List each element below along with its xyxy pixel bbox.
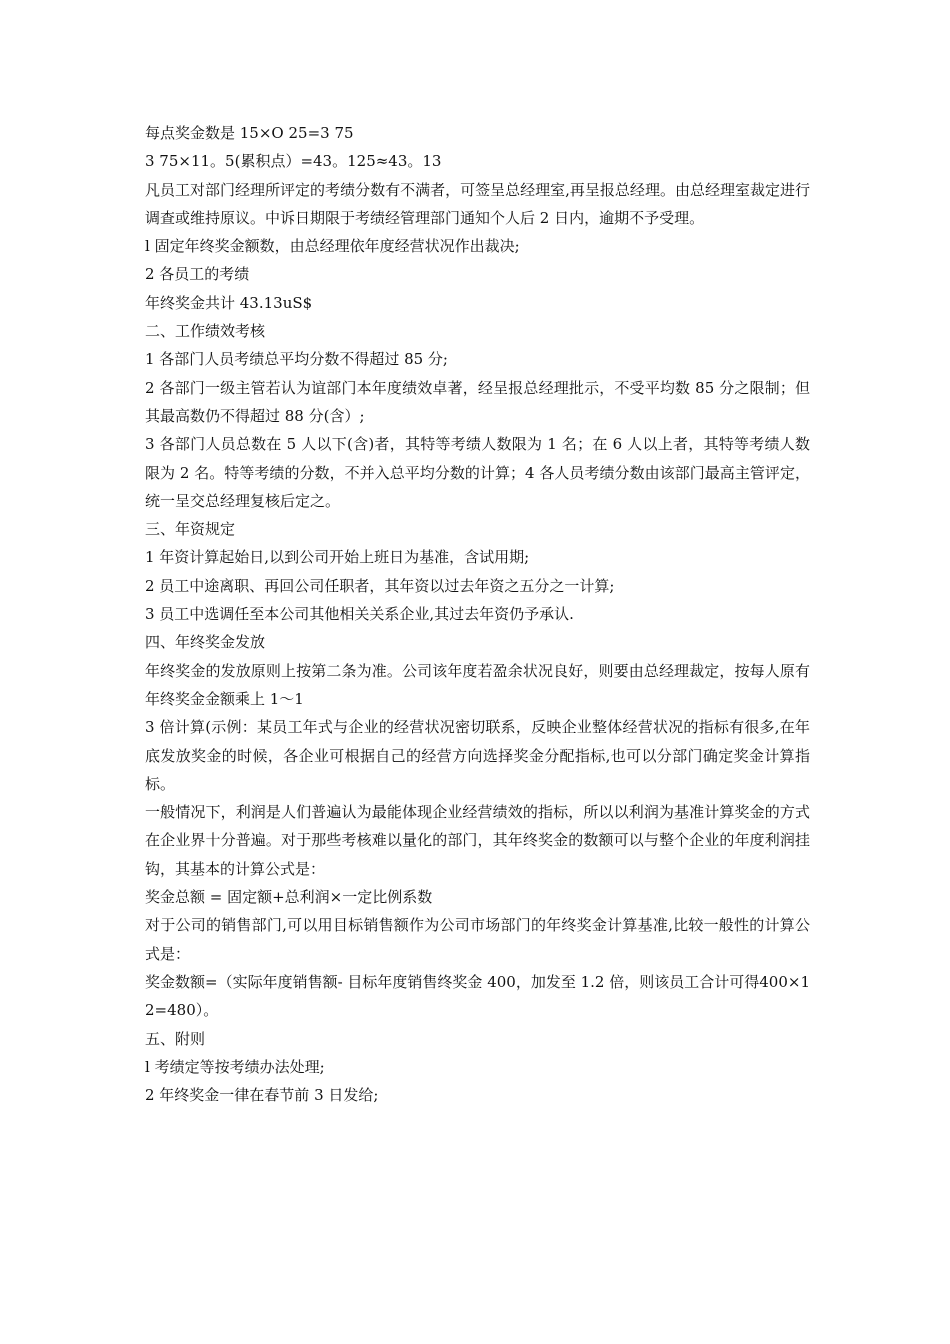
- section-heading-performance: 二、工作绩效考核: [145, 322, 266, 341]
- paragraph-accumulated-points: 3 75×11。5(累积点）=43。125≈43。13: [145, 152, 442, 171]
- paragraph-seniority-start: 1 年资计算起始日,以到公司开始上班日为基准，含试用期;: [145, 548, 530, 567]
- paragraph-supervisor-exception: 2 各部门一级主管若认为谊部门本年度绩效卓著，经呈报总经理批示，不受平均数 85 分之限制；但其最高数仍不得超过 88 分(含）;: [145, 378, 810, 425]
- document-body: [145, 119, 810, 1109]
- paragraph-rehire-seniority: 2 员工中途离职、再回公司任职者，其年资以过去年资之五分之一计算;: [145, 576, 615, 595]
- paragraph-bonus-per-point: 每点奖金数是 15×O 25=3 75: [145, 124, 354, 142]
- paragraph-grading-rule: l 考绩定等按考绩办法处理;: [145, 1057, 325, 1076]
- paragraph-average-score-limit: 1 各部门人员考绩总平均分数不得超过 85 分;: [145, 350, 448, 369]
- paragraph-payment-principle: 年终奖金的发放原则上按第二条为准。公司该年度若盈余状况良好，则要由总经理裁定，按每人原有年终奖金金额乘上 1～1: [145, 661, 810, 708]
- section-heading-appendix: 五、附则: [145, 1029, 206, 1048]
- paragraph-employee-appraisal: 2 各员工的考绩: [145, 265, 250, 284]
- paragraph-payment-date: 2 年终奖金一律在春节前 3 日发给;: [145, 1086, 379, 1105]
- paragraph-profit-formula: 奖金总额 = 固定额+总利润×一定比例系数: [145, 888, 433, 907]
- paragraph-sales-department: 对于公司的销售部门,可以用目标销售额作为公司市场部门的年终奖金计算基准,比较一般性的计算公式是：: [145, 916, 810, 963]
- paragraph-multiplier-example: 3 倍计算(示例：某员工年式与企业的经营状况密切联系，反映企业整体经营状况的指标有很多,在年底发放奖金的时候，各企业可根据自己的经营方向选择奖金分配指标,也可以分部门确定奖金计算指标。: [145, 718, 810, 793]
- section-heading-seniority: 三、年资规定: [145, 520, 236, 539]
- paragraph-sales-formula: 奖金数额=（实际年度销售额- 目标年度销售终奖金 400，加发至 1.2 倍，则该员工合计可得400×1 2=480）。: [145, 972, 810, 1020]
- paragraph-special-grade-quota: 3 各部门人员总数在 5 人以下(含)者，其特等考绩人数限为 1 名；在 6 人以上者，其特等考绩人数限为 2 名。特等考绩的分数，不并入总平均分数的计算；4 各人员考绩分数由该部门最高主管评定，统一呈交总经理复核后定之。: [145, 435, 810, 510]
- paragraph-fixed-bonus: l 固定年终奖金额数，由总经理依年度经营状况作出裁决;: [145, 237, 520, 256]
- paragraph-appeal-procedure: 凡员工对部门经理所评定的考绩分数有不满者，可签呈总经理室,再呈报总经理。由总经理室裁定进行调查或维持原议。中诉日期限于考绩经管理部门通知个人后 2 日内，逾期不予受理。: [145, 180, 810, 227]
- section-heading-bonus-payment: 四、年终奖金发放: [145, 633, 266, 652]
- paragraph-transfer-seniority: 3 员工中选调任至本公司其他相关关系企业,其过去年资仍予承认.: [145, 605, 574, 624]
- paragraph-profit-based: 一般情况下，利润是人们普遍认为最能体现企业经营绩效的指标，所以以利润为基准计算奖金的方式在企业界十分普遍。对于那些考核难以量化的部门，其年终奖金的数额可以与整个企业的年度利润挂钩，其基本的计算公式是：: [145, 803, 810, 878]
- paragraph-bonus-total: 年终奖金共计 43.13uS$: [145, 293, 313, 312]
